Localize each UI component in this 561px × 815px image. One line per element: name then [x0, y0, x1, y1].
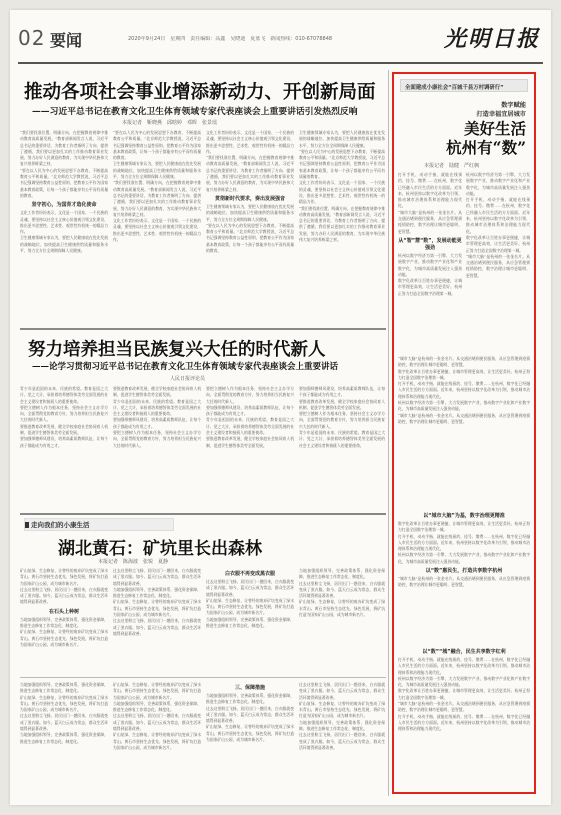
hubei-headline: 湖北黄石：矿坑里长出森林 — [58, 539, 262, 559]
second-paragraph: 要加强师德师风建设，培养高素质教师队伍，让每个孩子都能成为有用之才。 — [206, 404, 294, 417]
feature-column-2 — [466, 172, 530, 352]
second-byline: 人民日报评论员 — [170, 376, 206, 382]
lead-paragraph: 文化工作者纷纷表示，文化是一个国家、一个民族的灵魂，要坚持以社会主义核心价值观引领文化建设，推出更多思想性、艺术性、观赏性有机统一的精品力作。 — [113, 218, 201, 243]
feature-subhead-a: 从“智”慧“数”，发展动能更强劲 — [398, 237, 462, 251]
lead-paragraph: 卫生健康领域专家认为，要把人民健康放在优先发展的战略地位，加快提高卫生健康供给质量和服务水平，努力全方位全周期保障人民健康。 — [113, 161, 201, 180]
feature-paragraph: 杭州以数字经济为第一引擎，大力发展数字产业，推动数字产业化和产业数字化，为城市高质量发展注入强劲动能。 — [398, 552, 530, 564]
feature-paragraph: “城市大脑”是杭州的一张金名片。从交通治堵到便民服务，从应急管理到疫情防控，数字治理让城市更聪明、更智慧。 — [398, 576, 530, 588]
second-paragraph: 要推进教育改革发展，健全学校家庭社会协同育人机制，促进学生德智体美劳全面发展。 — [113, 386, 201, 398]
second-paragraph: 青少年是祖国的未来、民族的希望。教育是国之大计、党之大计，承担着培养德智体美劳全面发展的社会主义建设者和接班人的重要使命。 — [20, 386, 108, 404]
hubei-paragraph: 当地加强组织领导，完善政策体系，强化资金保障，推进生态修复工作常态化、制度化。 — [20, 616, 108, 629]
hubei-subhead-1: 在石头上种树 — [48, 608, 79, 615]
second-column-2 — [113, 386, 201, 508]
hubei-column-6 — [113, 682, 201, 794]
hubei-paragraph: 矿山复绿、生态修复，让曾经的废弃矿坑变成了绿水青山。黄石市坚持生态优先、绿色发展，将矿坑打造为国家矿山公园，成为城市新名片。 — [206, 724, 294, 743]
feature-headline-line: 美好生活 — [463, 119, 526, 138]
second-subheadline: ——论学习贯彻习近平总书记在教育文化卫生体育领域专家代表座谈会上重要讲话 — [32, 362, 339, 372]
masthead-rule — [18, 62, 543, 64]
feature-paragraph: 杭州以数字经济为第一引擎，大力发展数字产业，推动数字产业化和产业数字化，为城市高质量发展注入强劲动能。 — [466, 172, 530, 196]
feature-paragraph: “城市大脑”是杭州的一张金名片。从交通治堵到便民服务，从应急管理到疫情防控，数字治理让城市更聪明、更智慧。 — [398, 356, 530, 368]
lead-paragraph: 文化工作者纷纷表示，文化是一个国家、一个民族的灵魂，要坚持以社会主义核心价值观引领文化建设，推出更多思想性、艺术性、观赏性有机统一的精品力作。 — [206, 130, 294, 154]
feature-paragraph: 打开手机，动动手指，就能在线预约、挂号、缴费……在杭州，数字化已经融入市民生活的方方面面。近年来，杭州坚持以数字化改革为引领，推动城市治理体系和治理能力现代化。 — [398, 172, 462, 209]
feature-subhead-d: 以“数”“城”融合，民生共享数字红利 — [422, 649, 506, 655]
column-separator — [388, 70, 389, 796]
lead-paragraph: 卫生健康领域专家认为，要把人民健康放在优先发展的战略地位，加快提高卫生健康供给质量和服务水平，努力全方位全周期保障人民健康。 — [206, 203, 294, 222]
second-headline: 努力培养担当民族复兴大任的时代新人 — [28, 340, 326, 360]
lead-headline: 推动各项社会事业增添新动力、开创新局面 — [24, 82, 376, 103]
hubei-paragraph: 矿山复绿、生态修复，让曾经的废弃矿坑变成了绿水青山。黄石市坚持生态优先、绿色发展，将矿坑打造为国家矿山公园，成为城市新名片。 — [113, 599, 201, 618]
feature-column-1 — [398, 172, 462, 352]
lead-paragraph: “我们要找准位置、明确方向，在把握教育规律中推动教育高质量发展。”教育部新闻发言人说，习近平总书记的重要讲话，为教育工作者指明了方向、提供了遵循，我们要以更加扎实的工作推动教育事业发展，努力办好人民满意的教育，为实现中华民族伟大复兴培养栋梁之材。 — [20, 130, 108, 167]
lead-column-2 — [113, 130, 201, 322]
highlighted-article-box — [392, 72, 536, 794]
lead-paragraph: “我们要找准位置、明确方向，在把握教育规律中推动教育高质量发展。”教育部新闻发言人说，习近平总书记的重要讲话，为教育工作者指明了方向、提供了遵循，我们要以更加扎实的工作推动教育事业发展，努力办好人民满意的教育，为实现中华民族伟大复兴培养栋梁之材。 — [299, 205, 385, 243]
lead-byline: 本报记者 靳晓燕 邱晗婷 邓晖 张景瑶 — [122, 120, 218, 126]
feature-paragraph: “城市大脑”是杭州的一张金名片。从交通治堵到便民服务，从应急管理到疫情防控，数字治理让城市更聪明、更智慧。 — [398, 412, 530, 424]
newspaper-page — [10, 10, 551, 805]
hubei-byline: 本报记者 陈海波 张锐 夏静 — [98, 559, 169, 565]
feature-subheadline — [477, 101, 527, 119]
hubei-column-8 — [299, 682, 385, 794]
feature-paragraph: “城市大脑”是杭州的一张金名片。从交通治堵到便民服务，从应急管理到疫情防控，数字治理让城市更聪明、更智慧。 — [398, 701, 530, 713]
feature-subheadline-line: 打造幸福宜居城市 — [476, 111, 526, 118]
second-column-4 — [299, 386, 385, 508]
hubei-paragraph: 过去这里粉尘飞扬，居民出门一趟回来，白衣服就变成了黑衣服。如今，蓝天白云成为常态，群众生活环境得到显著改善。 — [206, 705, 294, 724]
feature-column-5 — [398, 646, 530, 792]
second-paragraph: 要把立德树人作为根本任务，坚持社会主义办学方向，全面贯彻党的教育方针，努力培养担当民族复兴大任的时代新人。 — [299, 411, 385, 429]
feature-kicker-bar — [400, 79, 528, 92]
tag-marker-icon — [25, 522, 29, 528]
hubei-paragraph: 过去这里粉尘飞扬，居民出门一趟回来，白衣服就变成了黑衣服。如今，蓝天白云成为常态，群众生活环境得到显著改善。 — [299, 732, 385, 750]
second-column-3 — [206, 386, 294, 508]
feature-paragraph: 打开手机，动动手指，就能在线预约、挂号、缴费……在杭州，数字化已经融入市民生活的方方面面。近年来，杭州坚持以数字化改革为引领，推动城市治理体系和治理能力现代化。 — [398, 533, 530, 552]
hubei-paragraph: 矿山复绿、生态修复，让曾经的废弃矿坑变成了绿水青山。黄石市坚持生态优先、绿色发展，将矿坑打造为国家矿山公园，成为城市新名片。 — [299, 700, 385, 719]
hubei-paragraph: 矿山复绿、生态修复，让曾经的废弃矿坑变成了绿水青山。黄石市坚持生态优先、绿色发展，将矿坑打造为国家矿山公园，成为城市新名片。 — [113, 682, 201, 700]
series-tag-bar — [24, 518, 174, 531]
section-divider — [20, 328, 386, 330]
hubei-paragraph: 当地加强组织领导，完善政策体系，强化资金保障，推进生态修复工作常态化、制度化。 — [20, 682, 108, 694]
hubei-paragraph: 当地加强组织领导，完善政策体系，强化资金保障，推进生态修复工作常态化、制度化。 — [206, 693, 294, 705]
hubei-paragraph: 矿山复绿、生态修复，让曾经的废弃矿坑变成了绿水青山。黄石市坚持生态优先、绿色发展，将矿坑打造为国家矿山公园，成为城市新名片。 — [113, 732, 201, 750]
feature-paragraph: 数字化改革让百姓办事更便捷，让城市管理更高效，让生活更美好。杭州正努力打造全国数字治理第一城。 — [466, 234, 530, 253]
hubei-column-1 — [20, 568, 108, 674]
second-paragraph: 青少年是祖国的未来、民族的希望。教育是国之大计、党之大计，承担着培养德智体美劳全面发展的社会主义建设者和接班人的重要使命。 — [206, 417, 294, 436]
series-tag: 走向我们的小康生活 — [31, 521, 90, 529]
feature-column-3 — [398, 356, 530, 506]
feature-paragraph: 杭州以数字经济为第一引擎，大力发展数字产业，推动数字产业化和产业数字化，为城市高质量发展注入强劲动能。 — [398, 675, 530, 688]
lead-paragraph: “我们要找准位置、明确方向，在把握教育规律中推动教育高质量发展。”教育部新闻发言人说，习近平总书记的重要讲话，为教育工作者指明了方向、提供了遵循，我们要以更加扎实的工作推动教育事业发展，努力办好人民满意的教育，为实现中华民族伟大复兴培养栋梁之材。 — [206, 155, 294, 192]
feature-paragraph: 数字化改革让百姓办事更便捷，让城市管理更高效，让生活更美好。杭州正努力打造全国数字治理第一城。 — [398, 521, 530, 533]
hubei-paragraph: 矿山复绿、生态修复，让曾经的废弃矿坑变成了绿水青山。黄石市坚持生态优先、绿色发展，将矿坑打造为国家矿山公园，成为城市新名片。 — [206, 597, 294, 616]
edition-info: 2020年9月24日 星期四 责任编辑：高鑫 吴晓迪 夏蓝飞 新闻热线：010-67078848 — [128, 36, 333, 42]
feature-subhead-b: 以“城市大脑”为基，数字治理更精准 — [423, 513, 505, 519]
feature-byline: 本报记者 陆健 严红枫 — [424, 163, 480, 169]
section-divider — [20, 513, 386, 515]
lead-paragraph: “我们要找准位置、明确方向，在把握教育规律中推动教育高质量发展。”教育部新闻发言人说，习近平总书记的重要讲话，为教育工作者指明了方向、提供了遵循，我们要以更加扎实的工作推动教育事业发展，努力办好人民满意的教育，为实现中华民族伟大复兴培养栋梁之材。 — [113, 180, 201, 217]
masthead — [18, 24, 544, 60]
feature-paragraph: “城市大脑”是杭州的一张金名片。从交通治堵到便民服务，从应急管理到疫情防控，数字治理让城市更聪明、更智慧。 — [466, 253, 530, 278]
second-paragraph: 要推进教育改革发展，健全学校家庭社会协同育人机制，促进学生德智体美劳全面发展。 — [20, 423, 108, 436]
lead-paragraph: 卫生健康领域专家认为，要把人民健康放在优先发展的战略地位，加快提高卫生健康供给质量和服务水平，努力全方位全周期保障人民健康。 — [299, 130, 385, 148]
hubei-paragraph: 当地加强组织领导，完善政策体系，强化资金保障，推进生态修复工作常态化、制度化。 — [20, 732, 108, 744]
second-paragraph: 要加强师德师风建设，培养高素质教师队伍，让每个孩子都能成为有用之才。 — [299, 386, 385, 398]
feature-paragraph: 杭州以数字经济为第一引擎，大力发展数字产业，推动数字产业化和产业数字化，为城市高质量发展注入强劲动能。 — [398, 252, 462, 277]
second-paragraph: 青少年是祖国的未来、民族的希望。教育是国之大计、党之大计，承担着培养德智体美劳全面发展的社会主义建设者和接班人的重要使命。 — [113, 398, 201, 417]
second-paragraph: 青少年是祖国的未来、民族的希望。教育是国之大计、党之大计，承担着培养德智体美劳全面发展的社会主义建设者和接班人的重要使命。 — [299, 430, 385, 448]
hubei-column-3 — [206, 568, 294, 674]
hubei-column-7 — [206, 682, 294, 794]
hubei-paragraph: 过去这里粉尘飞扬，居民出门一趟回来，白衣服就变成了黑衣服。如今，蓝天白云成为常态，群众生活环境得到显著改善。 — [113, 713, 201, 732]
newspaper-logo: 光明日报 — [443, 26, 540, 52]
page-number: 02 — [18, 26, 46, 50]
second-paragraph: 要推进教育改革发展，健全学校家庭社会协同育人机制，促进学生德智体美劳全面发展。 — [206, 436, 294, 448]
feature-paragraph: 打开手机，动动手指，就能在线预约、挂号、缴费……在杭州，数字化已经融入市民生活的方方面面。近年来，杭州坚持以数字化改革为引领，推动城市治理体系和治理能力现代化。 — [466, 197, 530, 234]
second-paragraph: 要把立德树人作为根本任务，坚持社会主义办学方向，全面贯彻党的教育方针，努力培养担当民族复兴大任的时代新人。 — [206, 386, 294, 404]
second-column-1 — [20, 386, 108, 508]
lead-paragraph: “要在以人民为中心的发展思想下办教育，不断提高教育公平和质量。”北京师范大学教授说，习近平总书记强调坚持教育公益性原则，把教育公平作为国家基本教育政策，让每一个孩子都能享有公平而有质量的教育。 — [113, 130, 201, 161]
lead-paragraph: “要在以人民为中心的发展思想下办教育，不断提高教育公平和质量。”北京师范大学教授说，习近平总书记强调坚持教育公益性原则，把教育公平作为国家基本教育政策，让每一个孩子都能享有公平而有质量的教育。 — [299, 148, 385, 180]
feature-paragraph: “城市大脑”是杭州的一张金名片。从交通治堵到便民服务，从应急管理到疫情防控，数字治理让城市更聪明、更智慧。 — [398, 209, 462, 234]
feature-headline — [446, 119, 526, 157]
inner-divider — [20, 677, 386, 678]
hubei-paragraph: 过去这里粉尘飞扬，居民出门一趟回来，白衣服就变成了黑衣服。如今，蓝天白云成为常态，群众生活环境得到显著改善。 — [113, 618, 201, 636]
feature-column-4 — [398, 510, 530, 642]
second-paragraph: 要把立德树人作为根本任务，坚持社会主义办学方向，全面贯彻党的教育方针，努力培养担当民族复兴大任的时代新人。 — [113, 430, 201, 448]
second-paragraph: 要加强师德师风建设，培养高素质教师队伍，让每个孩子都能成为有用之才。 — [20, 436, 108, 448]
page-section-name: 要闻 — [50, 31, 83, 50]
hubei-paragraph: 矿山复绿、生态修复，让曾经的废弃矿坑变成了绿水青山。黄石市坚持生态优先、绿色发展，将矿坑打造为国家矿山公园，成为城市新名片。 — [20, 568, 108, 586]
lead-column-1 — [20, 130, 108, 322]
hubei-column-2 — [113, 568, 201, 674]
feature-paragraph: 数字化改革让百姓办事更便捷，让城市管理更高效，让生活更美好。杭州正努力打造全国数字治理第一城。 — [398, 278, 462, 296]
hubei-paragraph: 过去这里粉尘飞扬，居民出门一趟回来，白衣服就变成了黑衣服。如今，蓝天白云成为常态，群众生活环境得到显著改善。 — [20, 713, 108, 732]
hubei-paragraph: 过去这里粉尘飞扬，居民出门一趟回来，白衣服就变成了黑衣服。如今，蓝天白云成为常态，群众生活环境得到显著改善。 — [113, 568, 201, 586]
feature-paragraph: 杭州以数字经济为第一引擎，大力发展数字产业，推动数字产业化和产业数字化，为城市高质量发展注入强劲动能。 — [398, 400, 530, 412]
lead-paragraph: 卫生健康领域专家认为，要把人民健康放在优先发展的战略地位，加快提高卫生健康供给质量和服务水平，努力全方位全周期保障人民健康。 — [20, 235, 108, 254]
hubei-column-5 — [20, 682, 108, 794]
feature-subhead-c: 以“数”惠民生，打造共享数字杭州 — [425, 568, 503, 575]
hubei-paragraph: 矿山复绿、生态修复，让曾经的废弃矿坑变成了绿水青山。黄石市坚持生态优先、绿色发展，将矿坑打造为国家矿山公园，成为城市新名片。 — [20, 629, 108, 647]
second-paragraph: 要推进教育改革发展，健全学校家庭社会协同育人机制，促进学生德智体美劳全面发展。 — [299, 398, 385, 410]
hubei-subhead-3: 三、保障措施 — [234, 685, 265, 691]
lead-paragraph: 文化工作者纷纷表示，文化是一个国家、一个民族的灵魂，要坚持以社会主义核心价值观引领文化建设，推出更多思想性、艺术性、观赏性有机统一的精品力作。 — [20, 210, 108, 235]
hubei-subhead-2: 白衣服不再变成黑衣服 — [224, 571, 275, 577]
lead-paragraph: “要在以人民为中心的发展思想下办教育，不断提高教育公平和质量。”北京师范大学教授说，习近平总书记强调坚持教育公益性原则，把教育公平作为国家基本教育政策，让每一个孩子都能享有公平而有质量的教育。 — [20, 167, 108, 198]
feature-kicker: 全面建成小康社会“百城千县万村调研行” — [405, 85, 504, 91]
hubei-paragraph: 过去这里粉尘飞扬，居民出门一趟回来，白衣服就变成了黑衣服。如今，蓝天白云成为常态，群众生活环境得到显著改善。 — [206, 579, 294, 597]
hubei-column-4 — [299, 568, 385, 674]
feature-paragraph: 数字化改革让百姓办事更便捷，让城市管理更高效，让生活更美好。杭州正努力打造全国数字治理第一城。 — [398, 688, 530, 700]
lead-subheadline: ——习近平总书记在教育文化卫生体育领域专家代表座谈会上重要讲话引发热烈反响 — [32, 107, 358, 117]
lead-paragraph: 文化工作者纷纷表示，文化是一个国家、一个民族的灵魂，要坚持以社会主义核心价值观引领文化建设，推出更多思想性、艺术性、观赏性有机统一的精品力作。 — [299, 180, 385, 205]
lead-subhead-2: 贯彻新时代要求，奏出发展强音 — [214, 195, 285, 202]
second-paragraph: 要加强师德师风建设，培养高素质教师队伍，让每个孩子都能成为有用之才。 — [113, 417, 201, 429]
feature-paragraph: 打开手机，动动手指，就能在线预约、挂号、缴费……在杭州，数字化已经融入市民生活的方方面面。近年来，杭州坚持以数字化改革为引领，推动城市治理体系和治理能力现代化。 — [398, 713, 530, 732]
hubei-paragraph: 当地加强组织领导，完善政策体系，强化资金保障，推进生态修复工作常态化、制度化。 — [206, 616, 294, 629]
feature-paragraph: 打开手机，动动手指，就能在线预约、挂号、缴费……在杭州，数字化已经融入市民生活的方方面面。近年来，杭州坚持以数字化改革为引领，推动城市治理体系和治理能力现代化。 — [398, 381, 530, 399]
hubei-paragraph: 当地加强组织领导，完善政策体系，强化资金保障，推进生态修复工作常态化、制度化。 — [299, 568, 385, 580]
hubei-paragraph: 当地加强组织领导，完善政策体系，强化资金保障，推进生态修复工作常态化、制度化。 — [299, 719, 385, 732]
feature-paragraph: 数字化改革让百姓办事更便捷，让城市管理更高效，让生活更美好。杭州正努力打造全国数字治理第一城。 — [398, 368, 530, 380]
lead-subhead-1: 坚守初心，为国育才造化使命 — [31, 202, 97, 209]
feature-headline-line: 杭州有“数” — [446, 138, 526, 157]
hubei-paragraph: 过去这里粉尘飞扬，居民出门一趟回来，白衣服就变成了黑衣服。如今，蓝天白云成为常态，群众生活环境得到显著改善。 — [299, 682, 385, 700]
lead-column-4 — [299, 130, 385, 322]
second-paragraph: 要把立德树人作为根本任务，坚持社会主义办学方向，全面贯彻党的教育方针，努力培养担当民族复兴大任的时代新人。 — [20, 404, 108, 423]
hubei-paragraph: 当地加强组织领导，完善政策体系，强化资金保障，推进生态修复工作常态化、制度化。 — [113, 700, 201, 713]
hubei-paragraph: 过去这里粉尘飞扬，居民出门一趟回来，白衣服就变成了黑衣服。如今，蓝天白云成为常态，群众生活环境得到显著改善。 — [299, 580, 385, 599]
hubei-paragraph: 当地加强组织领导，完善政策体系，强化资金保障，推进生态修复工作常态化、制度化。 — [113, 586, 201, 599]
hubei-paragraph: 矿山复绿、生态修复，让曾经的废弃矿坑变成了绿水青山。黄石市坚持生态优先、绿色发展，将矿坑打造为国家矿山公园，成为城市新名片。 — [20, 694, 108, 713]
hubei-paragraph: 过去这里粉尘飞扬，居民出门一趟回来，白衣服就变成了黑衣服。如今，蓝天白云成为常态，群众生活环境得到显著改善。 — [20, 586, 108, 605]
hubei-paragraph: 矿山复绿、生态修复，让曾经的废弃矿坑变成了绿水青山。黄石市坚持生态优先、绿色发展，将矿坑打造为国家矿山公园，成为城市新名片。 — [299, 599, 385, 618]
lead-column-3 — [206, 130, 294, 322]
lead-paragraph: “要在以人民为中心的发展思想下办教育，不断提高教育公平和质量。”北京师范大学教授说，习近平总书记强调坚持教育公益性原则，把教育公平作为国家基本教育政策，让每一个孩子都能享有公平而有质量的教育。 — [206, 222, 294, 254]
feature-paragraph: 打开手机，动动手指，就能在线预约、挂号、缴费……在杭州，数字化已经融入市民生活的方方面面。近年来，杭州坚持以数字化改革为引领，推动城市治理体系和治理能力现代化。 — [398, 657, 530, 675]
feature-subheadline-line: 数字赋能 — [501, 102, 526, 109]
